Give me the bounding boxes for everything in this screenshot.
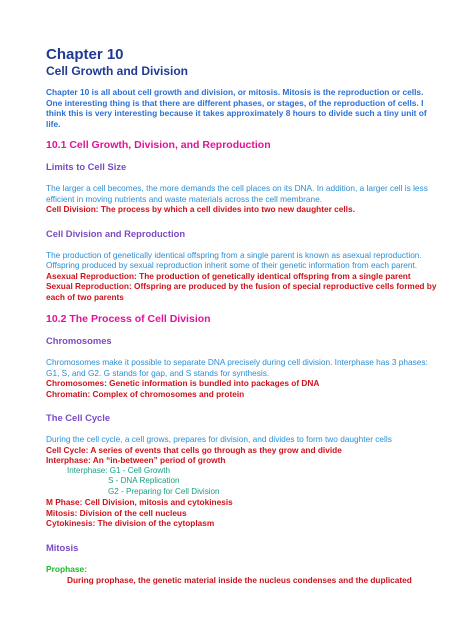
sexual-definition: Sexual Reproduction: Offspring are produced by the fusion of special reproductive cells formed by each of two parents (46, 281, 437, 302)
prophase-text: During prophase, the genetic material inside the nucleus condenses and the duplicated (67, 574, 412, 585)
asexual-definition: Asexual Reproduction: The production of genetically identical offspring from a single parent (46, 270, 411, 281)
mitosis-definition: Mitosis: Division of the cell nucleus (46, 507, 187, 518)
interphase-s: S - DNA Replication (108, 476, 180, 486)
m-phase-definition: M Phase: Cell Division, mitosis and cytokinesis (46, 497, 233, 508)
division-heading: Cell Division and Reproduction (46, 227, 186, 239)
cell-division-definition: Cell Division: The process by which a cell divides into two new daughter cells. (46, 204, 355, 215)
chapter-title: Chapter 10 (46, 46, 124, 63)
chromosomes-paragraph: Chromosomes make it possible to separate DNA precisely during cell division. Interphase has 3 phases: G1, S, and G2. G stands for gap, and S stands for synthesis. (46, 357, 428, 378)
interphase-g1: Interphase: G1 - Cell Growth (67, 465, 171, 475)
chapter-subtitle: Cell Growth and Division (46, 64, 189, 78)
cytokinesis-definition: Cytokinesis: The division of the cytoplasm (46, 518, 215, 529)
section-10-1-title: 10.1 Cell Growth, Division, and Reproduction (46, 139, 271, 152)
cell-cycle-heading: The Cell Cycle (46, 412, 111, 424)
cell-cycle-paragraph: During the cell cycle, a cell grows, prepares for division, and divides to form two daughter cells (46, 434, 392, 445)
limits-heading: Limits to Cell Size (46, 161, 127, 173)
mitosis-heading: Mitosis (46, 541, 79, 553)
chromosomes-definition: Chromosomes: Genetic information is bundled into packages of DNA (46, 378, 320, 389)
cell-cycle-definition: Cell Cycle: A series of events that cells go through as they grow and divide (46, 444, 342, 455)
limits-paragraph: The larger a cell becomes, the more demands the cell places on its DNA. In addition, a larger cell is less efficient in moving nutrients and waste materials across the cell membrane. (46, 183, 428, 204)
chromosomes-heading: Chromosomes (46, 335, 112, 347)
prophase-label: Prophase: (46, 563, 87, 574)
chromatin-definition: Chromatin: Complex of chromosomes and protein (46, 388, 245, 399)
section-10-2-title: 10.2 The Process of Cell Division (46, 313, 211, 326)
chapter-intro: Chapter 10 is all about cell growth and division, or mitosis. Mitosis is the reproduction or cells. One interesting thing is that there are different phases, or stages, of the reproduction of cells. I think this is very interesting because it takes approximately 8 hours to divide such a tiny unit of life. (46, 87, 427, 129)
interphase-definition: Interphase: An “in-between” period of growth (46, 455, 226, 466)
division-paragraph: The production of genetically identical offspring from a single parent is known as asexual reproduction. Offspring produced by sexual reproduction inherit some of their genetic information from each parent. (46, 249, 422, 271)
interphase-g2: G2 - Preparing for Cell Division (108, 486, 220, 496)
